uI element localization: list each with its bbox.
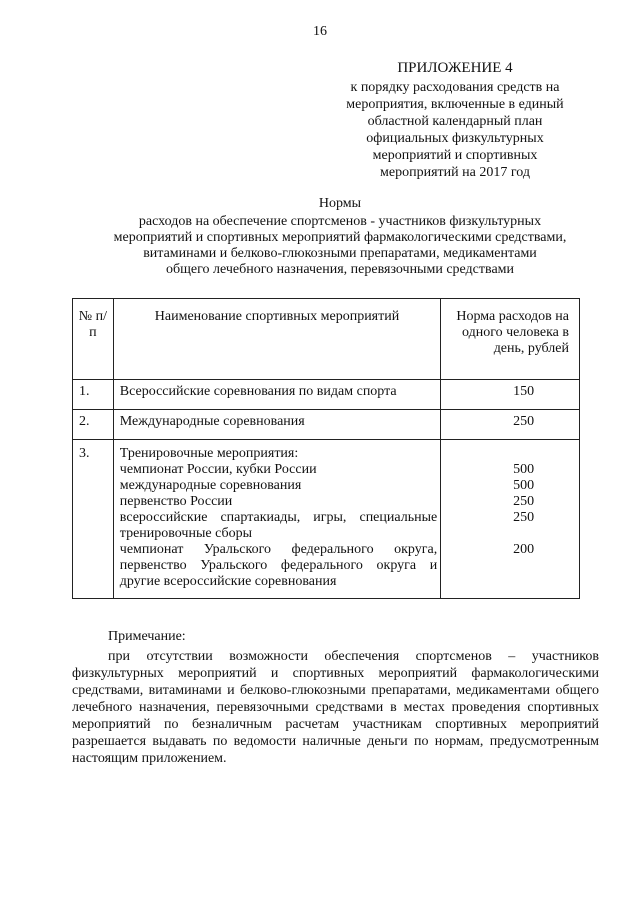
training-title: Тренировочные мероприятия: <box>119 446 299 461</box>
table-row <box>73 440 580 599</box>
header-num: № п/п <box>73 299 114 380</box>
table-row <box>73 410 580 440</box>
appendix-line: официальных физкультурных <box>366 131 544 146</box>
row-name: Международные соревнования <box>113 410 440 440</box>
row-num: 1. <box>73 380 114 410</box>
norms-title: Нормы <box>318 196 362 211</box>
row-norm: 150 <box>441 380 580 410</box>
appendix-line: областной календарный план <box>367 114 543 129</box>
norms-heading <box>60 196 620 278</box>
training-item: чемпионат Уральского федерального округа, первенство Уральского федерального округа и другие всероссийские соревнования <box>119 542 438 589</box>
header-norm: Норма расходов на одного человека в день, рублей <box>441 299 580 380</box>
norms-line: общего лечебного назначения, перевязочными средствами <box>165 262 515 277</box>
training-item: всероссийские спартакиады, игры, специальные тренировочные сборы <box>119 510 438 541</box>
row-name: Всероссийские соревнования по видам спорта <box>113 380 440 410</box>
training-norms <box>441 440 580 599</box>
note-text: при отсутствии возможности обеспечения спортсменов – участников физкультурных мероприятий и спортивных мероприятий фармакологическими средствами, витаминами и белково-глюкозными препаратами, медикаментами общего лечебного назначения, перевязочными средствами в местах проведения спортивных мероприятий по безналичным расчетам участникам спортивных мероприятий разрешается выдавать по ведомости наличные деньги по нормам, предусмотренным настоящим приложением. <box>72 649 599 766</box>
row-num: 2. <box>73 410 114 440</box>
note-block <box>72 628 599 767</box>
training-item: международные соревнования <box>119 478 302 493</box>
appendix-line: мероприятий и спортивных <box>372 148 538 163</box>
training-item: первенство России <box>119 494 233 509</box>
training-norm: 200 <box>513 542 535 557</box>
table-header-row <box>73 299 580 380</box>
appendix-header <box>320 60 590 181</box>
appendix-line: мероприятия, включенные в единый <box>346 97 564 112</box>
training-norm: 500 <box>513 478 535 493</box>
training-norm: 250 <box>513 494 535 509</box>
norms-table <box>72 298 580 599</box>
note-label: Примечание: <box>108 629 186 644</box>
page-number: 16 <box>313 24 327 39</box>
table-row <box>73 380 580 410</box>
norms-line: витаминами и белково-глюкозными препаратами, медикаментами <box>143 246 537 261</box>
training-item: чемпионат России, кубки России <box>119 462 317 477</box>
appendix-title: ПРИЛОЖЕНИЕ 4 <box>397 60 513 76</box>
header-name: Наименование спортивных мероприятий <box>113 299 440 380</box>
appendix-line: к порядку расходования средств на <box>350 80 560 95</box>
row-num: 3. <box>73 440 114 599</box>
row-norm: 250 <box>441 410 580 440</box>
training-norm: 500 <box>513 462 535 477</box>
norms-line: расходов на обеспечение спортсменов - участников физкультурных <box>138 214 542 229</box>
appendix-line: мероприятий на 2017 год <box>380 165 530 180</box>
training-cell <box>113 440 440 599</box>
training-norm: 250 <box>513 510 535 525</box>
norms-line: мероприятий и спортивных мероприятий фармакологическими средствами, <box>113 230 567 245</box>
